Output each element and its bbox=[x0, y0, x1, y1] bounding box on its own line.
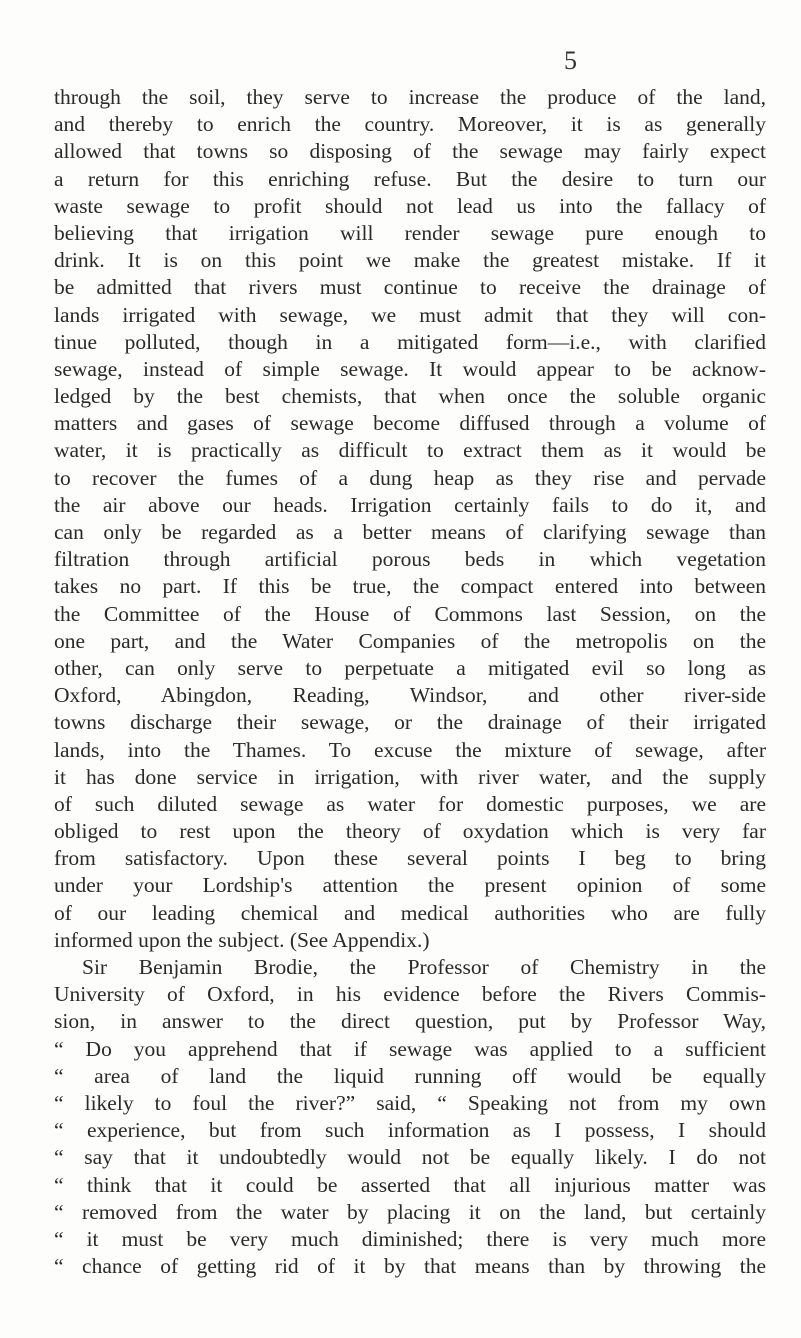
text-line: of our leading chemical and medical authorities who are fully bbox=[54, 900, 766, 925]
text-line: and thereby to enrich the country. Moreover, it is as generally bbox=[54, 112, 766, 137]
text-line: lands irrigated with sewage, we must admit that they will con- bbox=[54, 302, 766, 327]
text-line: the Committee of the House of Commons last Session, on the bbox=[54, 601, 766, 626]
body-text bbox=[54, 84, 766, 1280]
text-line: to recover the fumes of a dung heap as they rise and pervade bbox=[54, 465, 766, 490]
text-line: University of Oxford, in his evidence before the Rivers Commis- bbox=[54, 982, 766, 1007]
text-line: ledged by the best chemists, that when once the soluble organic bbox=[54, 384, 766, 409]
text-line: from satisfactory. Upon these several points I beg to bring bbox=[54, 846, 766, 871]
text-line: tinue polluted, though in a mitigated form—i.e., with clarified bbox=[54, 329, 766, 354]
text-line: “ it must be very much diminished; there is very much more bbox=[54, 1226, 766, 1251]
text-line: be admitted that rivers must continue to receive the drainage of bbox=[54, 275, 766, 300]
text-line: informed upon the subject. (See Appendix.) bbox=[54, 927, 430, 952]
text-line: of such diluted sewage as water for domestic purposes, we are bbox=[54, 791, 766, 816]
text-line: believing that irrigation will render sewage pure enough to bbox=[54, 220, 766, 245]
text-line: through the soil, they serve to increase the produce of the land, bbox=[54, 85, 766, 109]
text-line: Oxford, Abingdon, Reading, Windsor, and other river-side bbox=[54, 683, 766, 708]
text-line: allowed that towns so disposing of the sewage may fairly expect bbox=[54, 139, 766, 164]
text-line: “ area of land the liquid running off would be equally bbox=[54, 1063, 766, 1088]
text-line: “ think that it could be asserted that all injurious matter was bbox=[54, 1172, 766, 1197]
text-line: it has done service in irrigation, with river water, and the supply bbox=[54, 764, 766, 789]
text-line: water, it is practically as difficult to extract them as it would be bbox=[54, 438, 766, 463]
text-line: lands, into the Thames. To excuse the mixture of sewage, after bbox=[54, 737, 766, 762]
text-line: matters and gases of sewage become diffused through a volume of bbox=[54, 411, 766, 436]
text-line: “ likely to foul the river?” said, “ Speaking not from my own bbox=[54, 1090, 766, 1115]
text-line: the air above our heads. Irrigation certainly fails to do it, and bbox=[54, 492, 766, 517]
text-line: towns discharge their sewage, or the drainage of their irrigated bbox=[54, 710, 766, 735]
text-line: drink. It is on this point we make the greatest mistake. If it bbox=[54, 248, 766, 273]
page-number: 5 bbox=[564, 46, 577, 75]
text-line: waste sewage to profit should not lead us into the fallacy of bbox=[54, 193, 766, 218]
text-line: other, can only serve to perpetuate a mitigated evil so long as bbox=[54, 655, 766, 680]
text-line: filtration through artificial porous beds in which vegetation bbox=[54, 547, 766, 572]
text-line: sewage, instead of simple sewage. It would appear to be acknow- bbox=[54, 356, 766, 381]
text-line: a return for this enriching refuse. But the desire to turn our bbox=[54, 166, 766, 191]
text-line: sion, in answer to the direct question, put by Professor Way, bbox=[54, 1009, 766, 1034]
text-line: one part, and the Water Companies of the metropolis on the bbox=[54, 628, 766, 653]
text-line: “ Do you apprehend that if sewage was applied to a sufficient bbox=[54, 1036, 766, 1061]
text-line: “ experience, but from such information as I possess, I should bbox=[54, 1118, 766, 1143]
text-line: “ say that it undoubtedly would not be equally likely. I do not bbox=[54, 1145, 766, 1170]
text-line: Sir Benjamin Brodie, the Professor of Chemistry in the bbox=[82, 955, 766, 979]
text-line: obliged to rest upon the theory of oxydation which is very far bbox=[54, 819, 766, 844]
text-line: can only be regarded as a better means of clarifying sewage than bbox=[54, 520, 766, 544]
text-line: under your Lordship's attention the present opinion of some bbox=[54, 873, 766, 898]
text-line: “ removed from the water by placing it on the land, but certainly bbox=[54, 1199, 766, 1224]
text-line: “ chance of getting rid of it by that means than by throwing the bbox=[54, 1254, 766, 1279]
text-line: takes no part. If this be true, the compact entered into between bbox=[54, 574, 766, 599]
